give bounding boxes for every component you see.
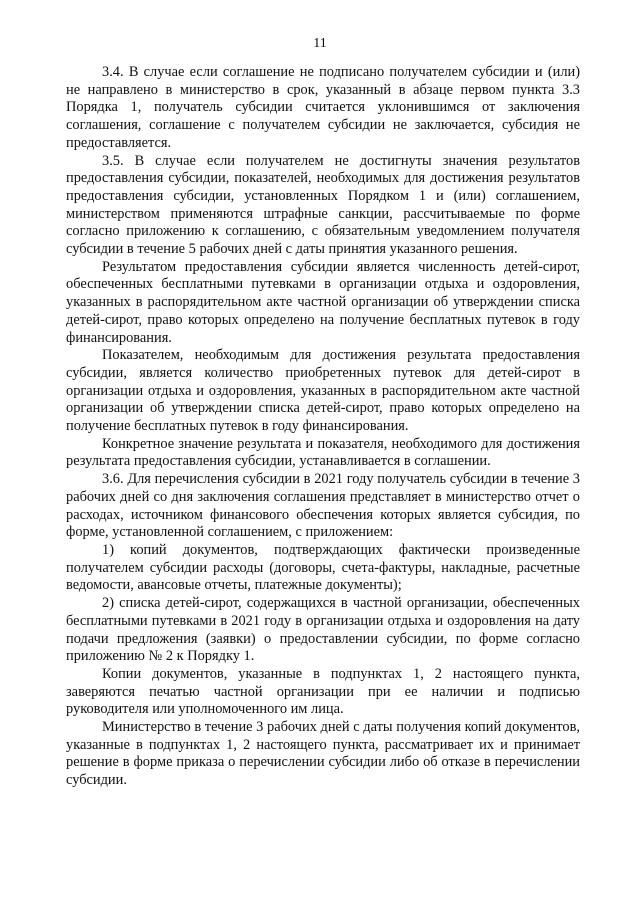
document-body [66, 64, 580, 790]
paragraph-3-5: 3.5. В случае если получателем не достигнуты значения результатов предоставления субсидии, показателей, необходимых для достижения результатов предоставления субсидии, установленных Порядком 1 и (или) соглашением, министерством применяются штрафные санкции, рассчитываемые по форме согласно приложению к соглашению, с обязательным уведомлением получателя субсидии в течение 5 рабочих дней с даты принятия указанного решения. [66, 152, 580, 258]
paragraph-item-2: 2) списка детей-сирот, содержащихся в частной организации, обеспеченных бесплатными путевками в 2021 году в организации отдыха и оздоровления на дату подачи предложения (заявки) о предоставлении субсидии, по форме согласно приложению № 2 к Порядку 1. [66, 595, 580, 665]
paragraph-result: Результатом предоставления субсидии является численность детей-сирот, обеспеченных бесплатными путевками в организации отдыха и оздоровления, указанных в распорядительном акте частной организации об утверждении списка детей-сирот, право которых определено на получение бесплатных путевок в году финансирования. [66, 258, 580, 346]
paragraph-3-6: 3.6. Для перечисления субсидии в 2021 году получатель субсидии в течение 3 рабочих дней со дня заключения соглашения представляет в министерство отчет о расходах, источником финансового обеспечения которых является субсидия, по форме, установленной соглашением, с приложением: [66, 471, 580, 541]
paragraph-ministry: Министерство в течение 3 рабочих дней с даты получения копий документов, указанные в подпунктах 1, 2 настоящего пункта, рассматривает их и принимает решение в форме приказа о перечислении субсидии либо об отказе в перечислении субсидии. [66, 719, 580, 789]
paragraph-3-4: 3.4. В случае если соглашение не подписано получателем субсидии и (или) не направлено в министерство в срок, указанный в абзаце первом пункта 3.3 Порядка 1, получатель субсидии считается уклонившимся от заключения соглашения, соглашение с получателем субсидии не заключается, субсидия не предоставляется. [66, 64, 580, 151]
paragraph-indicator: Показателем, необходимым для достижения результата предоставления субсидии, является количество приобретенных путевок для детей-сирот в организации отдыха и оздоровления, указанных в распорядительном акте частной организации об утверждении списка детей-сирот, право которых определено на получение бесплатных путевок в году финансирования. [66, 347, 580, 435]
paragraph-specific-value: Конкретное значение результата и показателя, необходимого для достижения результата предоставления субсидии, устанавливается в соглашении. [66, 435, 580, 470]
paragraph-item-1: 1) копий документов, подтверждающих фактически произведенные получателем субсидии расходы (договоры, счета-фактуры, накладные, расчетные ведомости, авансовые отчеты, платежные документы); [66, 541, 580, 594]
page-number: 11 [313, 36, 327, 51]
paragraph-copies: Копии документов, указанные в подпунктах 1, 2 настоящего пункта, заверяются печатью частной организации при ее наличии и подписью руководителя или уполномоченного им лица. [66, 665, 580, 718]
